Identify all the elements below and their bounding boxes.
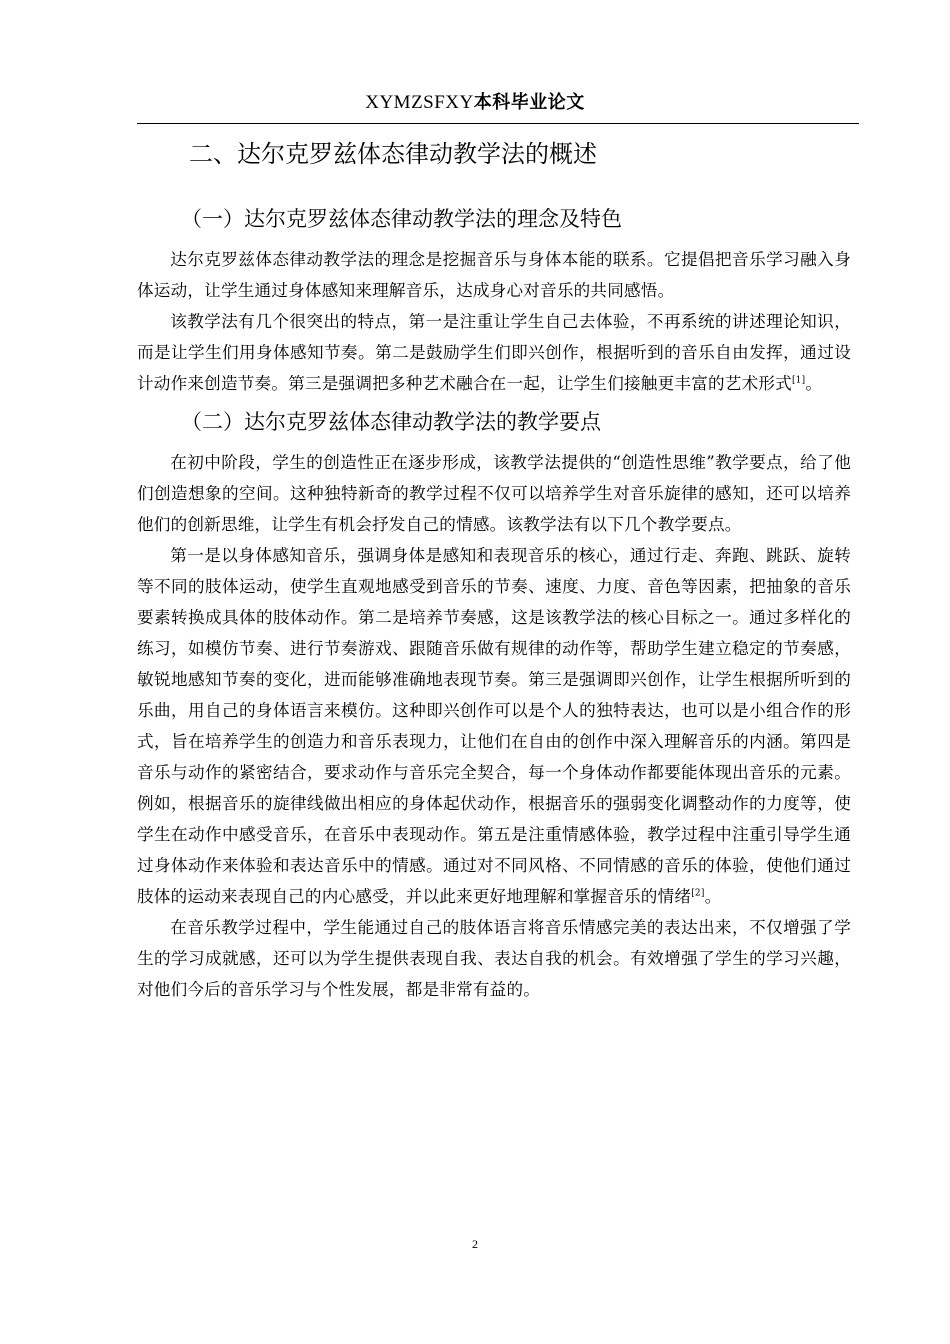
citation-ref: [1] xyxy=(791,375,806,386)
body-content xyxy=(137,134,851,1005)
paragraph xyxy=(137,244,851,306)
citation-ref: [2] xyxy=(691,888,705,899)
paragraph-tail: 。 xyxy=(805,374,823,393)
paragraph xyxy=(137,306,851,399)
section-title-2: （二）达尔克罗兹体态律动教学法的教学要点 xyxy=(181,410,601,434)
header-school-code: XYMZSFXY xyxy=(365,92,474,113)
paragraph-tail: 。 xyxy=(704,887,722,906)
paragraph-text: 在初中阶段，学生的创造性正在逐步形成，该教学法提供的“创造性思维”教学要点，给了他们创造想象的空间。这种独特新奇的教学过程不仅可以培养学生对音乐旋律的感知，还可以培养他们的创新思维，让学生有机会抒发自己的情感。该教学法有以下几个教学要点。 xyxy=(137,453,851,534)
running-header xyxy=(0,90,950,116)
paragraph-text: 该教学法有几个很突出的特点，第一是注重让学生自己去体验，不再系统的讲述理论知识，而是让学生们用身体感知节奏。第二是鼓励学生们即兴创作，根据听到的音乐自由发挥，通过设计动作来创造节奏。第三是强调把多种艺术融合在一起，让学生们接触更丰富的艺术形式 xyxy=(137,312,851,393)
paragraph-text: 在音乐教学过程中，学生能通过自己的肢体语言将音乐情感完美的表达出来，不仅增强了学生的学习成就感，还可以为学生提供表现自我、表达自我的机会。有效增强了学生的学习兴趣，对他们今后的音乐学习与个性发展，都是非常有益的。 xyxy=(137,918,851,999)
header-thesis-label: 本科毕业论文 xyxy=(473,92,585,113)
paragraph xyxy=(137,540,851,912)
paragraph-text: 第一是以身体感知音乐，强调身体是感知和表现音乐的核心，通过行走、奔跑、跳跃、旋转等不同的肢体运动，使学生直观地感受到音乐的节奏、速度、力度、音色等因素，把抽象的音乐要素转换成具体的肢体动作。第二是培养节奏感，这是该教学法的核心目标之一。通过多样化的练习，如模仿节奏、进行节奏游戏、跟随音乐做有规律的动作等，帮助学生建立稳定的节奏感，敏锐地感知节奏的变化，进而能够准确地表现节奏。第三是强调即兴创作，让学生根据所听到的乐曲，用自己的身体语言来模仿。这种即兴创作可以是个人的独特表达，也可以是小组合作的形式，旨在培养学生的创造力和音乐表现力，让他们在自由的创作中深入理解音乐的内涵。第四是音乐与动作的紧密结合，要求动作与音乐完全契合，每一个身体动作都要能体现出音乐的元素。例如，根据音乐的旋律线做出相应的身体起伏动作，根据音乐的强弱变化调整动作的力度等，使学生在动作中感受音乐，在音乐中表现动作。第五是注重情感体验，教学过程中注重引导学生通过身体动作来体验和表达音乐中的情感。通过对不同风格、不同情感的音乐的体验，使他们通过肢体的运动来表现自己的内心感受，并以此来更好地理解和掌握音乐的情绪 xyxy=(137,546,851,906)
chapter-title: 二、达尔克罗兹体态律动教学法的概述 xyxy=(189,140,597,168)
paragraph-text: 达尔克罗兹体态律动教学法的理念是挖掘音乐与身体本能的联系。它提倡把音乐学习融入身体运动，让学生通过身体感知来理解音乐，达成身心对音乐的共同感悟。 xyxy=(137,250,851,300)
section-title-1: （一）达尔克罗兹体态律动教学法的理念及特色 xyxy=(181,207,622,231)
page-number: 2 xyxy=(472,1237,478,1251)
paragraph xyxy=(137,912,851,1005)
paragraph xyxy=(137,447,851,540)
header-rule xyxy=(137,123,859,124)
